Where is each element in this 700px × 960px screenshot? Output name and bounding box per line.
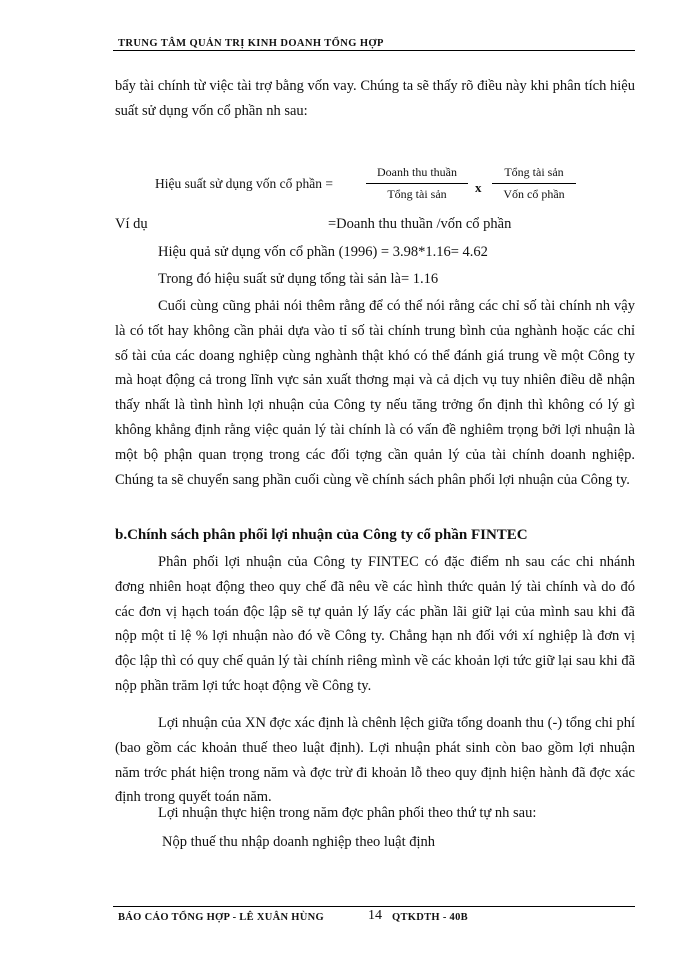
- paragraph-order: Lợi nhuận thực hiện trong năm đợc phân phối theo thứ tự nh sau:: [158, 805, 537, 821]
- fraction-numerator: Doanh thu thuần: [377, 165, 457, 179]
- footer-right: QTKDTH - 40B: [392, 912, 468, 923]
- multiply-sign: x: [475, 180, 482, 195]
- formula-label: Hiệu suất sử dụng vốn cổ phần =: [155, 176, 334, 191]
- section-heading: b.Chính sách phân phối lợi nhuận của Công ty cổ phần FINTEC: [115, 527, 528, 543]
- paragraph-distribution: Phân phối lợi nhuận của Công ty FINTEC có đặc điểm nh sau các chi nhánh đơng nhiên hoạt động theo quy chế đã nêu về các hình thức quản lý tài chính và do đó các đơn vị hạch toán độc lập sẽ tự quản lý lấy các phần lãi giữ lại của mình sau khi đã nộp một tỉ lệ % lợi nhuận nào đó về Công ty. Chẳng hạn nh đối với xí nghiệp là đơn vị độc lập thì có quy chế quản lý tài chính riêng mình về các khoản lợi tức giữ lại sau khi đã nộp phần trăm lợi tức hoạt động về Công ty.: [115, 554, 635, 694]
- intro-paragraph: bẩy tài chính từ việc tài trợ bằng vốn vay. Chúng ta sẽ thấy rõ điều này khi phân tích hiệu suất sử dụng vốn cổ phần nh sau:: [115, 78, 635, 119]
- fraction-revenue-over-assets: [366, 165, 468, 202]
- fraction-denominator: Tổng tài sản: [366, 183, 468, 202]
- example-line-2: Trong đó hiệu suất sử dụng tổng tài sản là= 1.16: [158, 271, 439, 287]
- page-header: TRUNG TÂM QUẢN TRỊ KINH DOANH TỔNG HỢP: [118, 38, 384, 49]
- paragraph-profit-definition: Lợi nhuận của XN đợc xác định là chênh lệch giữa tổng doanh thu (-) tổng chi phí (bao gồm các khoản thuế theo luật định). Lợi nhuận phát sinh còn bao gồm lợi nhuận năm trớc phát hiện trong năm và đợc trừ đi khoản lỗ theo quy định hiện hành đã đợc xác định trong quyết toán năm.: [115, 715, 635, 806]
- example-label: Ví dụ: [115, 216, 148, 232]
- fraction-denominator: Vốn cổ phần: [492, 183, 576, 202]
- paragraph-conclusion: Cuối cùng cũng phải nói thêm rằng để có thể nói rằng các chỉ số tài chính nh vậy là có tốt hay không cần phải dựa vào tỉ số tài chính trung bình của nghành hoặc các chỉ số tài của các doang nghiệp cùng nghành thật khó có thể đánh giá trung về một Công ty mà hoạt động cả trong lĩnh vực sản xuất thơng mại và cả dịch vụ tuy nhiên điều dễ nhận thấy nhất là tình hình lợi nhuận của Công ty nếu tăng trởng ổn định thì không có lý gì không khẳng định rằng việc quản lý tài chính là có vấn đề nghiêm trọng bởi lợi nhuận là một bộ phận quan trọng trong các đối tợng cần quản lý của tài chính doanh nghiệp. Chúng ta sẽ chuyển sang phần cuối cùng về chính sách phân phối lợi nhuận của Công ty.: [115, 298, 635, 488]
- fraction-assets-over-equity: [492, 165, 576, 202]
- header-rule: [113, 50, 635, 51]
- page-number: 14: [368, 908, 382, 923]
- footer-left: BÁO CÁO TỔNG HỢP - LÊ XUÂN HÙNG: [118, 912, 324, 923]
- example-formula: =Doanh thu thuần /vốn cổ phần: [328, 216, 512, 232]
- paragraph-tax: Nộp thuế thu nhập doanh nghiệp theo luật định: [162, 834, 436, 850]
- example-line-1: Hiệu quả sử dụng vốn cổ phần (1996) = 3.98*1.16= 4.62: [158, 244, 488, 260]
- fraction-numerator: Tổng tài sản: [504, 165, 564, 179]
- footer-rule: [113, 906, 635, 907]
